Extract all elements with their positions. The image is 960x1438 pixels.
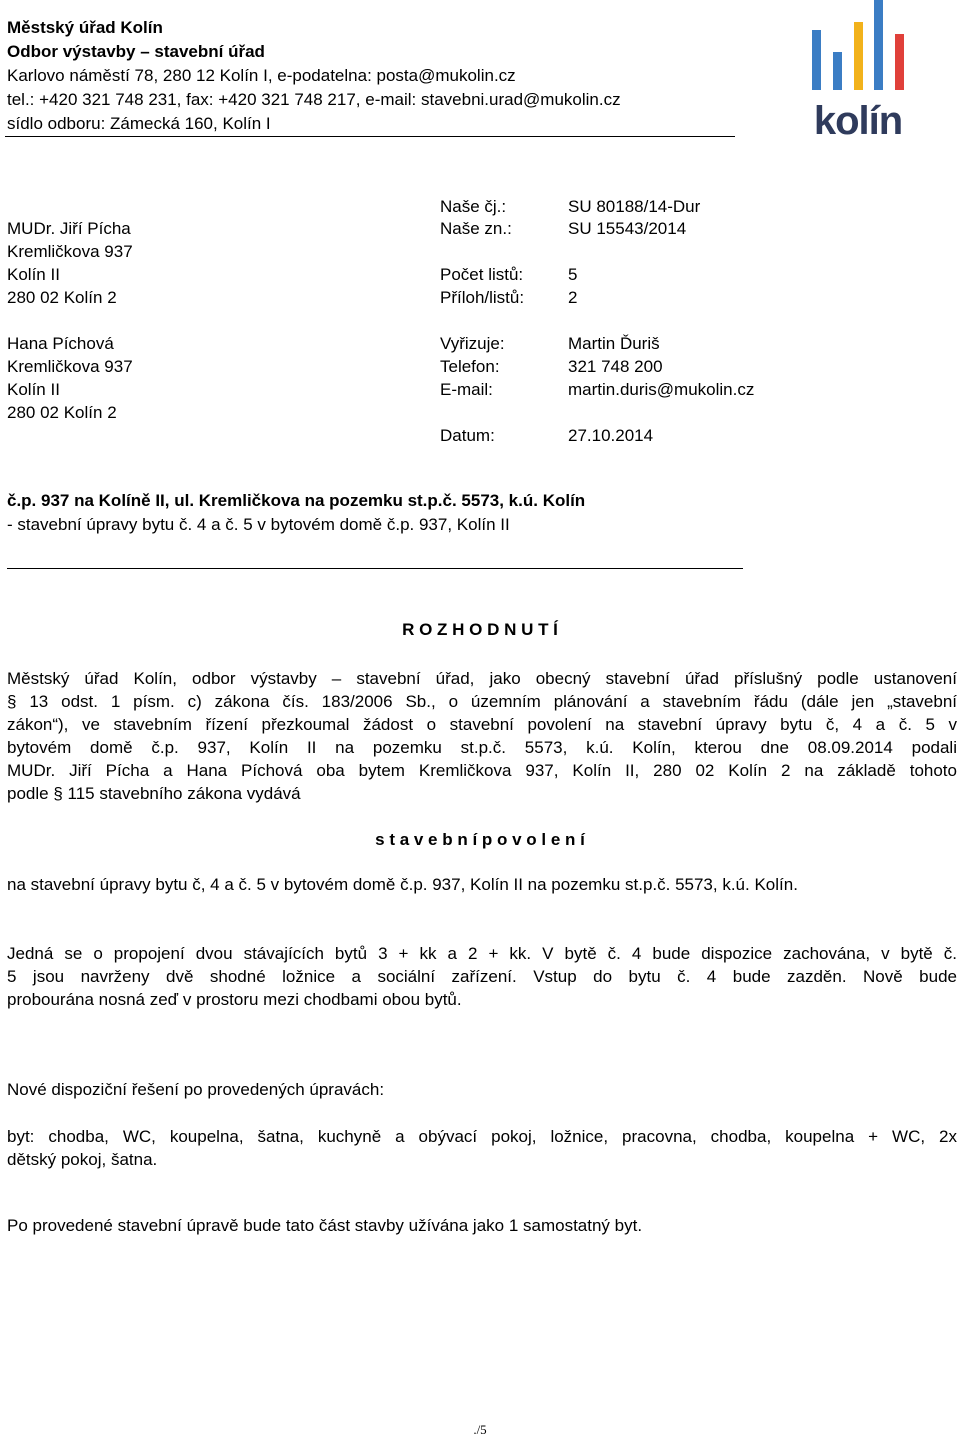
kolin-logo-text: kolín <box>813 99 903 143</box>
kolin-logo <box>808 0 908 150</box>
recipient-1-street: Kremličkova 937 <box>7 242 133 261</box>
ref-handler-value: Martin Ďuriš <box>568 334 660 353</box>
ref-zn-value: SU 15543/2014 <box>568 219 687 238</box>
address-line: Karlovo náměstí 78, 280 12 Kolín I, e-podatelna: posta@mukolin.cz <box>7 66 516 85</box>
decision-title: R O Z H O D N U T Í <box>402 620 558 639</box>
subject-line-1: č.p. 937 na Kolíně II, ul. Kremličkova na pozemku st.p.č. 5573, k.ú. Kolín <box>7 491 586 510</box>
ref-email-value[interactable]: martin.duris@mukolin.cz <box>568 380 755 399</box>
recipient-2-name: Hana Píchová <box>7 334 114 353</box>
page-marker: ./5 <box>473 1422 487 1437</box>
intro-line-6: podle § 115 stavebního zákona vydává <box>7 784 301 803</box>
new-layout-paragraph <box>7 1125 957 1171</box>
recipient-2-district: Kolín II <box>7 380 60 399</box>
ref-phone-label: Telefon: <box>440 357 500 376</box>
description-line-3: probourána nosná zeď v prostoru mezi chodbami obou bytů. <box>7 990 462 1009</box>
new-layout-heading: Nové dispoziční řešení po provedených úpravách: <box>7 1080 385 1099</box>
ref-date-label: Datum: <box>440 426 495 445</box>
ref-cj-label: Naše čj.: <box>440 197 507 216</box>
intro-line-2: § 13 odst. 1 písm. c) zákona čís. 183/2006 Sb., o územním plánování a stavebním řádu (dále jen „stavební <box>7 692 957 711</box>
permit-scope: na stavební úpravy bytu č, 4 a č. 5 v bytovém domě č.p. 937, Kolín II na pozemku st.p.č. 5573, k.ú. Kolín. <box>7 875 798 894</box>
intro-line-4: bytovém domě č.p. 937, Kolín II na pozemku st.p.č. 5573, k.ú. Kolín, kterou dne 08.09.2014 podali <box>7 738 957 757</box>
description-paragraph <box>7 942 957 1011</box>
department-name: Odbor výstavby – stavební úřad <box>7 42 265 61</box>
ref-sheets-label: Počet listů: <box>440 265 524 284</box>
recipient-1-city: 280 02 Kolín 2 <box>7 288 117 307</box>
ref-email-label: E-mail: <box>440 380 493 399</box>
header-rule <box>5 136 735 137</box>
description-line-2: 5 jsou navrženy dvě shodné ložnice a sociální zařízení. Vstup do bytu č. 4 bude zazděn. Nově bude <box>7 967 957 986</box>
intro-paragraph <box>7 667 957 805</box>
ref-date-value: 27.10.2014 <box>568 426 654 445</box>
new-layout-line-1: byt: chodba, WC, koupelna, šatna, kuchyně a obývací pokoj, ložnice, pracovna, chodba, koupelna + WC, 2x <box>7 1127 957 1146</box>
permit-title: s t a v e b n í p o v o l e n í <box>375 830 585 849</box>
intro-line-5: MUDr. Jiří Pícha a Hana Píchová oba bytem Kremličkova 937, Kolín II, 280 02 Kolín 2 na základě tohoto <box>7 761 957 780</box>
ref-cj-value: SU 80188/14-Dur <box>568 197 701 216</box>
ref-sheets-value: 5 <box>568 265 578 284</box>
subject-rule <box>7 568 743 569</box>
ref-handler-label: Vyřizuje: <box>440 334 505 353</box>
conclusion-text: Po provedené stavební úpravě bude tato část stavby užívána jako 1 samostatný byt. <box>7 1216 643 1235</box>
office-name: Městský úřad Kolín <box>7 18 163 37</box>
recipient-2-city: 280 02 Kolín 2 <box>7 403 117 422</box>
ref-attachments-value: 2 <box>568 288 578 307</box>
ref-zn-label: Naše zn.: <box>440 219 512 238</box>
subject-line-2: - stavební úpravy bytu č. 4 a č. 5 v bytovém domě č.p. 937, Kolín II <box>7 515 510 534</box>
intro-line-1: Městský úřad Kolín, odbor výstavby – stavební úřad, jako obecný stavební úřad příslušný podle ustanovení <box>7 669 957 688</box>
ref-attachments-label: Příloh/listů: <box>440 288 525 307</box>
description-line-1: Jedná se o propojení dvou stávajících bytů 3 + kk a 2 + kk. V bytě č. 4 bude dispozice zachována, v bytě č. <box>7 944 957 963</box>
seat-line: sídlo odboru: Zámecká 160, Kolín I <box>7 114 271 133</box>
intro-line-3: zákon“), ve stavebním řízení přezkoumal žádost o stavební povolení na stavební úpravy bytu č, 4 a č. 5 v <box>7 715 957 734</box>
contact-line: tel.: +420 321 748 231, fax: +420 321 748 217, e-mail: stavebni.urad@mukolin.cz <box>7 90 621 109</box>
recipient-1-name: MUDr. Jiří Pícha <box>7 219 131 238</box>
recipient-1-district: Kolín II <box>7 265 60 284</box>
recipient-2-street: Kremličkova 937 <box>7 357 133 376</box>
ref-phone-value: 321 748 200 <box>568 357 663 376</box>
new-layout-line-2: dětský pokoj, šatna. <box>7 1150 158 1169</box>
